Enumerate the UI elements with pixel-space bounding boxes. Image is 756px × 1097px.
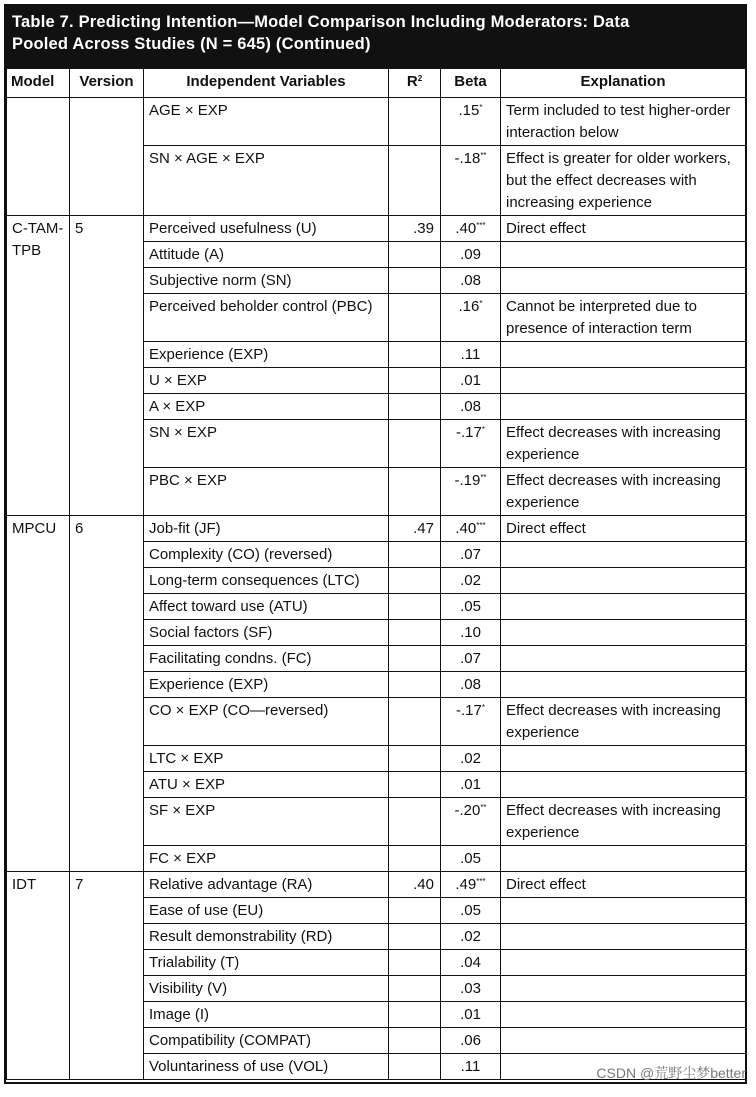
cell-explanation	[501, 342, 746, 368]
cell-independent-variable: Complexity (CO) (reversed)	[144, 542, 389, 568]
cell-r2	[389, 976, 441, 1002]
cell-beta: -.18**	[441, 146, 501, 216]
cell-beta: .03	[441, 976, 501, 1002]
cell-independent-variable: Perceived usefulness (U)	[144, 216, 389, 242]
cell-explanation: Direct effect	[501, 872, 746, 898]
cell-independent-variable: Long-term consequences (LTC)	[144, 568, 389, 594]
cell-independent-variable: Attitude (A)	[144, 242, 389, 268]
cell-beta: .07	[441, 542, 501, 568]
table-row	[7, 872, 746, 898]
table-row	[7, 216, 746, 242]
cell-r2	[389, 1028, 441, 1054]
header-explanation: Explanation	[501, 69, 746, 98]
cell-independent-variable: SF × EXP	[144, 798, 389, 846]
cell-beta: -.19**	[441, 468, 501, 516]
cell-independent-variable: FC × EXP	[144, 846, 389, 872]
cell-version: 7	[70, 872, 144, 1080]
cell-beta: -.20**	[441, 798, 501, 846]
cell-r2	[389, 620, 441, 646]
cell-beta: .08	[441, 268, 501, 294]
cell-beta: .40***	[441, 516, 501, 542]
cell-explanation	[501, 1002, 746, 1028]
cell-beta: .02	[441, 568, 501, 594]
cell-explanation: Effect is greater for older workers, but the effect decreases with increasing experience	[501, 146, 746, 216]
cell-explanation	[501, 594, 746, 620]
cell-model: C-TAM-TPB	[7, 216, 70, 516]
cell-beta: .15*	[441, 98, 501, 146]
table-frame	[4, 4, 747, 1084]
cell-r2	[389, 924, 441, 950]
cell-independent-variable: Experience (EXP)	[144, 672, 389, 698]
cell-explanation: Effect decreases with increasing experience	[501, 420, 746, 468]
cell-r2	[389, 950, 441, 976]
cell-explanation	[501, 242, 746, 268]
cell-model	[7, 98, 70, 216]
table-body	[7, 98, 746, 1080]
cell-beta: .02	[441, 924, 501, 950]
cell-independent-variable: Trialability (T)	[144, 950, 389, 976]
cell-beta: .16*	[441, 294, 501, 342]
cell-beta: .04	[441, 950, 501, 976]
cell-r2	[389, 468, 441, 516]
header-version: Version	[70, 69, 144, 98]
cell-r2	[389, 898, 441, 924]
cell-independent-variable: Facilitating condns. (FC)	[144, 646, 389, 672]
cell-independent-variable: ATU × EXP	[144, 772, 389, 798]
table-title-line-2: Pooled Across Studies (N = 645) (Continued)	[12, 35, 371, 53]
cell-beta: .08	[441, 672, 501, 698]
cell-explanation	[501, 368, 746, 394]
cell-beta: -.17*	[441, 698, 501, 746]
header-model: Model	[7, 69, 70, 98]
cell-r2	[389, 1054, 441, 1080]
table-row	[7, 516, 746, 542]
cell-r2: .39	[389, 216, 441, 242]
cell-beta: .40***	[441, 216, 501, 242]
cell-independent-variable: AGE × EXP	[144, 98, 389, 146]
cell-model: MPCU	[7, 516, 70, 872]
cell-independent-variable: Affect toward use (ATU)	[144, 594, 389, 620]
cell-explanation: Effect decreases with increasing experience	[501, 468, 746, 516]
cell-independent-variable: Ease of use (EU)	[144, 898, 389, 924]
cell-independent-variable: Subjective norm (SN)	[144, 268, 389, 294]
cell-explanation	[501, 620, 746, 646]
cell-explanation	[501, 1028, 746, 1054]
cell-explanation: Cannot be interpreted due to presence of interaction term	[501, 294, 746, 342]
cell-explanation	[501, 976, 746, 1002]
cell-r2	[389, 98, 441, 146]
cell-r2	[389, 698, 441, 746]
cell-r2: .47	[389, 516, 441, 542]
cell-beta: .01	[441, 1002, 501, 1028]
cell-explanation	[501, 772, 746, 798]
header-row	[7, 69, 746, 98]
cell-independent-variable: SN × EXP	[144, 420, 389, 468]
cell-independent-variable: LTC × EXP	[144, 746, 389, 772]
header-independent-variables: Independent Variables	[144, 69, 389, 98]
cell-explanation: Effect decreases with increasing experience	[501, 798, 746, 846]
cell-beta: .07	[441, 646, 501, 672]
cell-r2	[389, 394, 441, 420]
cell-explanation	[501, 846, 746, 872]
cell-independent-variable: Social factors (SF)	[144, 620, 389, 646]
cell-beta: -.17*	[441, 420, 501, 468]
cell-r2	[389, 846, 441, 872]
cell-independent-variable: A × EXP	[144, 394, 389, 420]
cell-explanation	[501, 898, 746, 924]
cell-r2	[389, 542, 441, 568]
cell-beta: .05	[441, 594, 501, 620]
cell-r2	[389, 746, 441, 772]
cell-beta: .09	[441, 242, 501, 268]
cell-r2	[389, 420, 441, 468]
cell-beta: .05	[441, 846, 501, 872]
cell-r2	[389, 672, 441, 698]
cell-r2	[389, 368, 441, 394]
cell-beta: .11	[441, 1054, 501, 1080]
watermark-text: CSDN @荒野尘梦better	[596, 1065, 746, 1081]
model-comparison-table	[6, 68, 746, 1080]
cell-explanation: Direct effect	[501, 216, 746, 242]
cell-beta: .01	[441, 368, 501, 394]
cell-explanation: Effect decreases with increasing experience	[501, 698, 746, 746]
cell-independent-variable: Result demonstrability (RD)	[144, 924, 389, 950]
cell-independent-variable: Perceived beholder control (PBC)	[144, 294, 389, 342]
cell-explanation	[501, 672, 746, 698]
cell-r2	[389, 568, 441, 594]
cell-r2	[389, 268, 441, 294]
cell-explanation	[501, 268, 746, 294]
table-title-line-1: Table 7. Predicting Intention—Model Comparison Including Moderators: Data	[12, 13, 630, 31]
cell-r2	[389, 242, 441, 268]
cell-r2	[389, 1002, 441, 1028]
cell-explanation	[501, 568, 746, 594]
cell-beta: .02	[441, 746, 501, 772]
cell-r2	[389, 594, 441, 620]
cell-r2: .40	[389, 872, 441, 898]
cell-explanation: Term included to test higher-order interaction below	[501, 98, 746, 146]
cell-r2	[389, 342, 441, 368]
cell-explanation	[501, 950, 746, 976]
table-row	[7, 98, 746, 146]
cell-independent-variable: Job-fit (JF)	[144, 516, 389, 542]
cell-explanation	[501, 746, 746, 772]
cell-independent-variable: SN × AGE × EXP	[144, 146, 389, 216]
cell-beta: .11	[441, 342, 501, 368]
cell-independent-variable: Experience (EXP)	[144, 342, 389, 368]
cell-r2	[389, 772, 441, 798]
cell-beta: .01	[441, 772, 501, 798]
cell-r2	[389, 294, 441, 342]
cell-independent-variable: CO × EXP (CO—reversed)	[144, 698, 389, 746]
cell-explanation	[501, 646, 746, 672]
cell-explanation	[501, 924, 746, 950]
cell-independent-variable: Voluntariness of use (VOL)	[144, 1054, 389, 1080]
cell-r2	[389, 646, 441, 672]
cell-model: IDT	[7, 872, 70, 1080]
cell-beta: .10	[441, 620, 501, 646]
cell-r2	[389, 798, 441, 846]
cell-independent-variable: Image (I)	[144, 1002, 389, 1028]
cell-version: 5	[70, 216, 144, 516]
header-r2: $R^2$	[389, 69, 441, 98]
cell-explanation	[501, 394, 746, 420]
cell-version: 6	[70, 516, 144, 872]
cell-beta: .06	[441, 1028, 501, 1054]
header-beta: Beta	[441, 69, 501, 98]
cell-independent-variable: U × EXP	[144, 368, 389, 394]
cell-r2	[389, 146, 441, 216]
cell-explanation	[501, 542, 746, 568]
cell-independent-variable: PBC × EXP	[144, 468, 389, 516]
cell-independent-variable: Relative advantage (RA)	[144, 872, 389, 898]
table-title	[6, 6, 745, 68]
cell-beta: .08	[441, 394, 501, 420]
cell-explanation: Direct effect	[501, 516, 746, 542]
cell-independent-variable: Compatibility (COMPAT)	[144, 1028, 389, 1054]
cell-beta: .49***	[441, 872, 501, 898]
cell-beta: .05	[441, 898, 501, 924]
cell-independent-variable: Visibility (V)	[144, 976, 389, 1002]
cell-version	[70, 98, 144, 216]
